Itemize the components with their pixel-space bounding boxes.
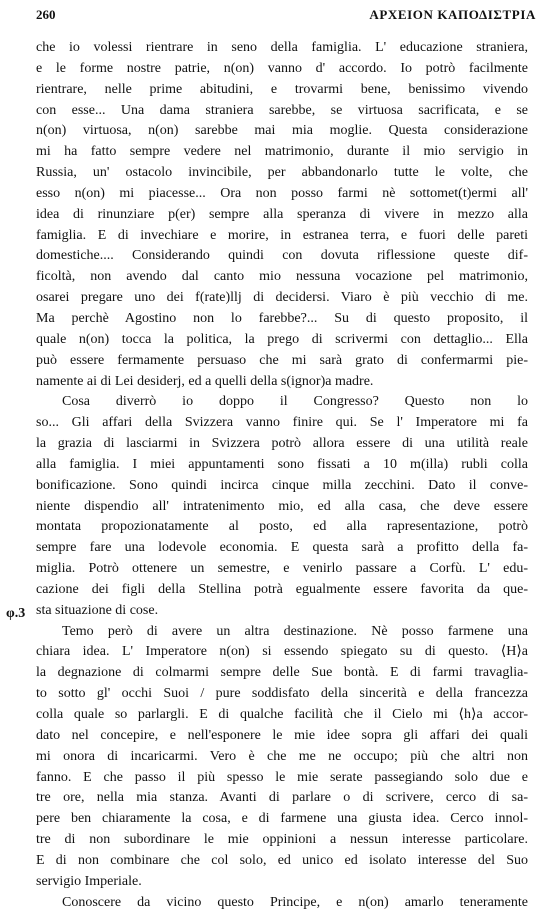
text-line: mi onora di incaricarmi. Vero è che me ne occupo; più che altri non — [36, 748, 528, 764]
text-line: to sotto gl' occhi Suoi / pure soddisfato della sincerità e della francezza — [36, 686, 528, 702]
text-line: so... Gli affari della Svizzera vanno finire qui. Se l' Imperatore mi fa — [36, 415, 528, 431]
text-line: pere ben chiaramente la cosa, e di farmene una giusta idea. Cerco innol- — [36, 811, 528, 827]
text-line: rientrare, nelle prime abitudini, e trovarmi bene, benissimo vivendo — [36, 81, 528, 97]
text-line: la degnazione di colmarmi sempre delle Sue bontà. E di farmi travaglia- — [36, 665, 528, 681]
text-line: Cosa diverrò io doppo il Congresso? Questo non lo — [62, 394, 528, 410]
text-line: osarei pregare uno dei f(rate)llj di decidersi. Viaro è più vecchio di me. — [36, 290, 528, 306]
text-line: sta situazione di cose. — [36, 602, 159, 618]
running-title: ΑΡΧΕΙΟΝ ΚΑΠΟΔΙΣΤΡΙΑ — [369, 7, 536, 22]
text-line: montata propozionatamente al posto, ed alla rapresentazione, potrò — [36, 519, 528, 535]
text-line: bonificazione. Sono quindi incirca cinque milla zecchini. Dato il conve- — [36, 477, 528, 493]
text-line: Russia, un' ostacolo invincibile, per abbandonarlo tutte le volte, che — [36, 165, 528, 181]
text-line: cazione dei figli della Stellina potrà egualmente essere favorita da que- — [36, 581, 528, 597]
text-line: E di non combinare che col solo, ed unico ed isolato interesse del Suo — [36, 852, 528, 868]
text-line: sempre fare una lodevole economia. E questa sarà a profitto della fa- — [36, 540, 528, 556]
text-line: esso n(on) mi piacesse... Ora non posso farmi nè sottomet(t)ermi all' — [36, 185, 528, 201]
text-line: namente ai di Lei desiderj, ed a quelli della s(ignor)a madre. — [36, 373, 374, 389]
text-line: ficoltà, non avendo dal canto mio nessuna vocazione pel matrimonio, — [36, 269, 528, 285]
text-line: tre di non subordinare le mie oppinioni a nessun interesse particolare. — [36, 832, 528, 848]
text-line: niente dispendio all' intratenimento mio, ed alla casa, che deve essere — [36, 498, 528, 514]
text-line: miglia. Potrò ottenere un semestre, e venirlo passare a Corfù. L' edu- — [36, 561, 528, 577]
letter-text — [36, 38, 528, 913]
text-line: fanno. E che passo il più spesso le mie serate passegiando solo due e — [36, 769, 528, 785]
text-line: tre ore, nella mia stanza. Avanti di parlare o di scrivere, cerco di sa- — [36, 790, 528, 806]
text-line: alla famiglia. I miei appuntamenti sono fissati a 10 m(illa) rubli colla — [36, 456, 528, 472]
text-line: Conoscere da vicino questo Principe, e n(on) amarlo teneramente — [62, 894, 528, 910]
running-head — [36, 7, 536, 25]
text-line: domestiche.... Considerando quindi con dovuta riflessione queste dif- — [36, 248, 528, 264]
text-line: idea di rinunziare p(er) sempre alla speranza di vivere in mezzo alla — [36, 206, 528, 222]
text-line: che io volessi rientrare in seno della famiglia. L' educazione straniera, — [36, 40, 528, 55]
folio-marker: φ.3 — [6, 606, 26, 621]
text-line: con esse... Una dama straniera sarebbe, se virtuosa sacrificata, e se — [36, 102, 528, 118]
text-line: n(on) virtuosa, n(on) sarebbe mai mia moglie. Questa considerazione — [36, 123, 528, 139]
text-line: dato nel concepire, e nell'esponere le mie idee sopra gli affari dei quali — [36, 727, 528, 743]
text-line: Ma perchè Agostino non lo farebbe?... Su di questo proposito, il — [36, 310, 528, 326]
text-line: Temo però di avere un altra destinazione. Nè posso farmene una — [62, 623, 528, 639]
text-line: quale n(on) tocca la politica, la prego di scrivermi con dettaglio... Ella — [36, 331, 528, 347]
text-line: e le forme nostre patrie, n(on) vanno d' accordo. Io potrò facilmente — [36, 60, 528, 76]
text-line: famiglia. E di invechiare e morire, in estranea terra, e fuori delle pareti — [36, 227, 528, 243]
text-line: può essere fermamente persuaso che mi sarà grato di confermarmi pie- — [36, 352, 528, 368]
page-number: 260 — [36, 7, 56, 22]
text-line: chiara idea. L' Imperatore n(on) si essendo spiegato su di questo. ⟨H⟩a — [36, 644, 528, 660]
text-line: mi ha fatto sempre vedere nel matrimonio, durante il mio servigio in — [36, 144, 528, 160]
text-line: servigio Imperiale. — [36, 873, 142, 889]
text-line: la grazia di lasciarmi in Svizzera potrò allora essere di una utilità reale — [36, 436, 528, 452]
text-line: colla quale so parlargli. E di qualche facilità che il Cielo mi ⟨h⟩a accor- — [36, 707, 528, 722]
